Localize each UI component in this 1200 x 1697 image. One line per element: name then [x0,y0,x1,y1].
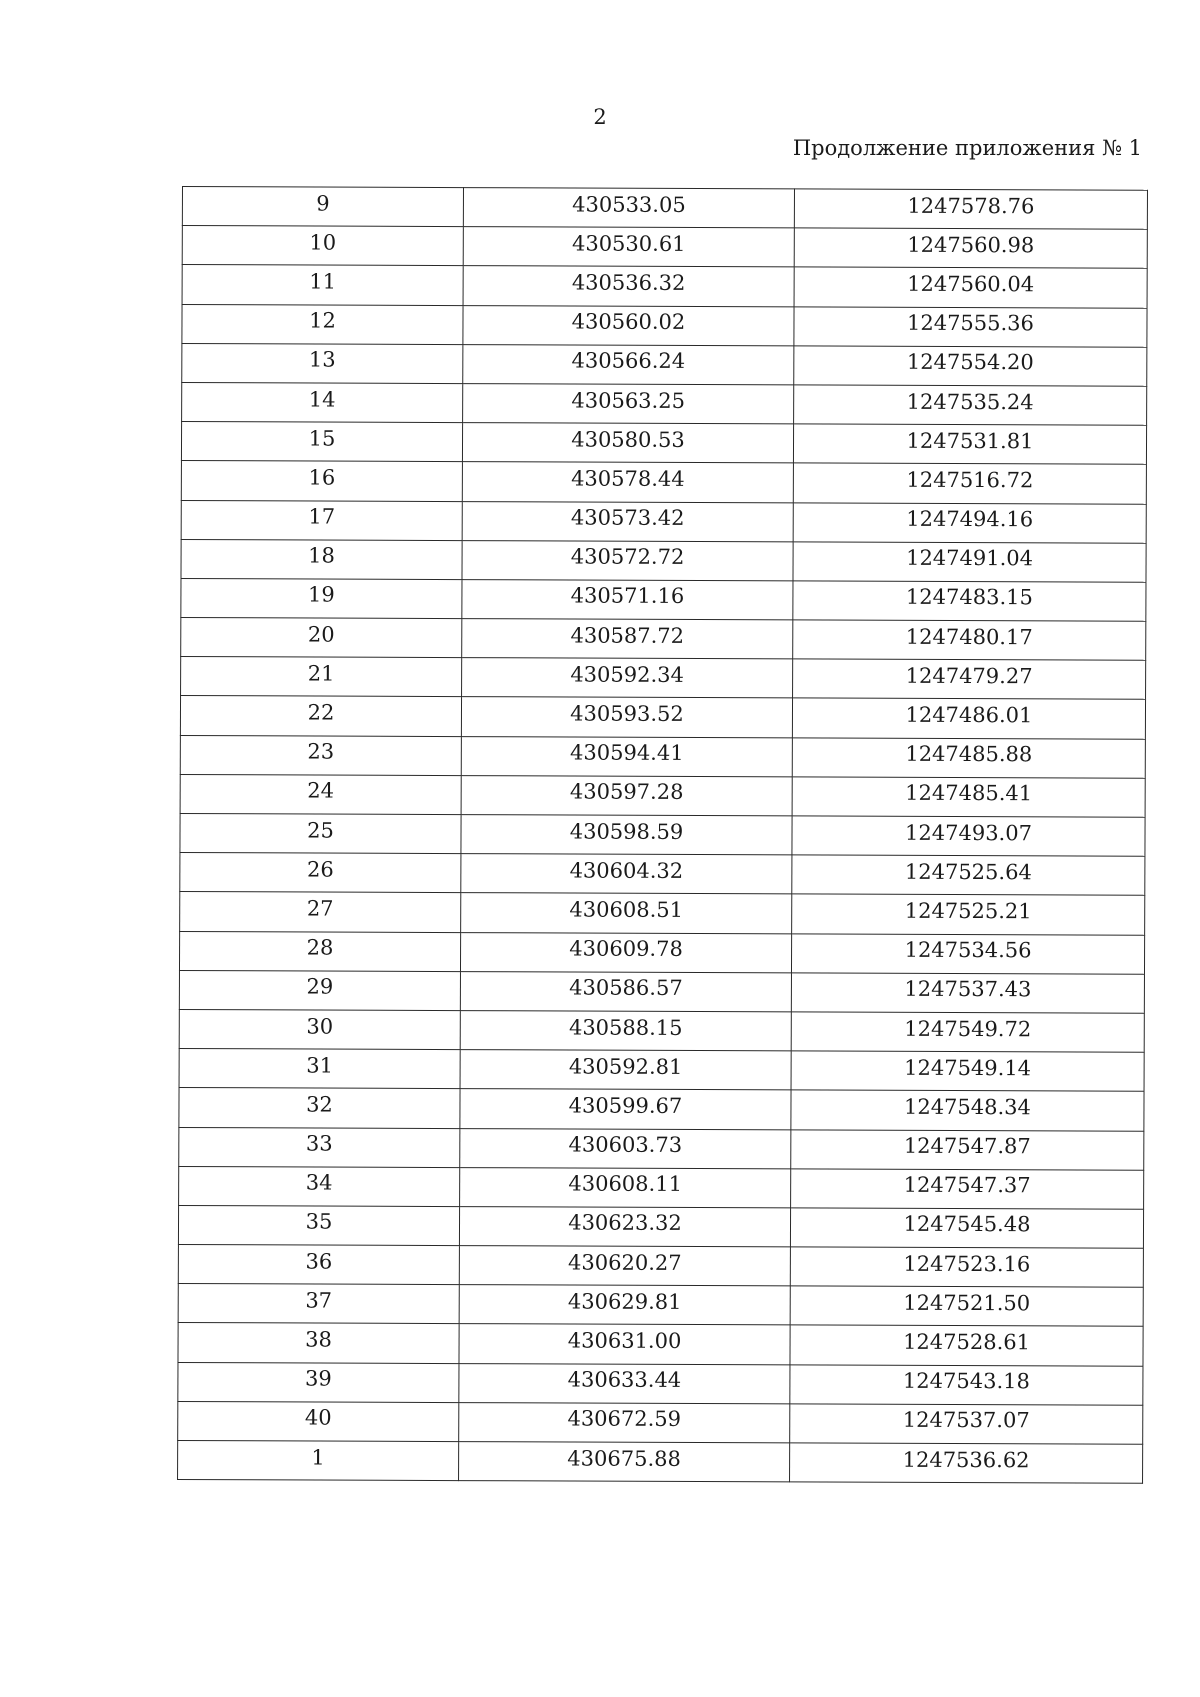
y-coordinate-value: 1247547.37 [903,1173,1031,1198]
table-row [180,853,1145,896]
table-row [179,970,1144,1013]
y-coordinate-value: 1247543.18 [902,1368,1030,1394]
y-coordinate-cell [790,1208,1143,1249]
y-coordinate-cell [791,973,1144,1014]
point-number-cell [178,1440,459,1480]
x-coordinate-value: 430530.61 [571,231,686,256]
y-coordinate-value: 1247534.56 [904,937,1032,963]
point-number-cell [180,813,461,853]
x-coordinate-value: 430588.15 [568,1015,683,1040]
y-coordinate-cell [792,777,1145,818]
y-coordinate-cell [793,659,1146,700]
x-coordinate-cell [460,971,791,1011]
table-row [181,578,1146,621]
y-coordinate-cell [792,855,1145,896]
point-number-value: 31 [306,1053,334,1078]
x-coordinate-value: 430604.32 [569,858,684,883]
table-row [182,382,1147,425]
table-row [178,1323,1143,1366]
y-coordinate-value: 1247560.98 [907,232,1035,258]
x-coordinate-cell [462,579,793,619]
table-row [181,422,1146,465]
table-row [180,735,1145,778]
point-number-value: 12 [309,308,336,333]
point-number-value: 10 [309,230,337,255]
y-coordinate-value: 1247537.07 [902,1408,1030,1433]
x-coordinate-cell [459,1246,790,1286]
point-number-cell [178,1245,459,1285]
x-coordinate-cell [461,775,792,815]
point-number-value: 11 [309,269,337,294]
x-coordinate-cell [463,266,794,306]
table-row [182,343,1147,386]
y-coordinate-cell [792,894,1145,935]
y-coordinate-value: 1247528.61 [903,1329,1031,1355]
y-coordinate-value: 1247547.87 [903,1133,1031,1159]
x-coordinate-value: 430560.02 [571,309,686,335]
x-coordinate-value: 430633.44 [567,1367,682,1393]
table-row [180,892,1145,935]
y-coordinate-value: 1247485.88 [905,742,1033,767]
y-coordinate-value: 1247525.21 [904,898,1032,924]
table-row [181,500,1146,543]
y-coordinate-cell [791,1169,1144,1210]
coordinates-table [177,186,1148,1484]
x-coordinate-cell [459,1402,790,1442]
x-coordinate-value: 430629.81 [567,1289,682,1314]
point-number-cell [178,1401,459,1441]
table-row [181,539,1146,582]
y-coordinate-value: 1247525.64 [904,859,1032,885]
point-number-cell [179,1009,460,1049]
y-coordinate-cell [793,542,1146,583]
point-number-value: 14 [308,387,336,412]
point-number-value: 37 [305,1288,333,1313]
point-number-cell [180,774,461,814]
point-number-cell [181,500,462,540]
x-coordinate-value: 430587.72 [570,623,685,648]
y-coordinate-cell [791,1090,1144,1131]
point-number-cell [181,422,462,462]
point-number-cell [181,578,462,618]
point-number-value: 21 [307,661,335,686]
table-row [181,657,1146,700]
x-coordinate-cell [462,501,793,541]
table-row [182,187,1147,230]
point-number-cell [178,1362,459,1402]
x-coordinate-cell [463,305,794,345]
table-row [179,1049,1144,1092]
point-number-value: 22 [307,700,335,725]
y-coordinate-cell [790,1364,1143,1405]
table-row [178,1284,1143,1327]
y-coordinate-value: 1247554.20 [906,350,1034,375]
table-row [179,1127,1144,1170]
y-coordinate-value: 1247480.17 [905,624,1033,649]
y-coordinate-value: 1247555.36 [906,310,1034,336]
point-number-value: 19 [308,582,335,608]
x-coordinate-cell [460,1128,791,1168]
y-coordinate-cell [794,306,1147,347]
y-coordinate-value: 1247485.41 [905,781,1033,806]
x-coordinate-cell [459,1363,790,1403]
y-coordinate-cell [793,581,1146,622]
point-number-value: 30 [306,1014,334,1039]
y-coordinate-value: 1247491.04 [906,546,1034,571]
x-coordinate-cell [460,1011,791,1051]
point-number-value: 39 [305,1366,332,1391]
point-number-cell [182,382,463,422]
y-coordinate-value: 1247537.43 [904,977,1032,1002]
y-coordinate-cell [791,1129,1144,1170]
x-coordinate-cell [460,1050,791,1090]
point-number-value: 24 [307,778,335,803]
point-number-value: 18 [308,543,335,568]
y-coordinate-cell [791,1051,1144,1092]
point-number-cell [178,1284,459,1324]
x-coordinate-cell [460,932,791,972]
coordinates-table-body [178,187,1148,1484]
x-coordinate-cell [459,1442,790,1482]
table-row [182,304,1147,347]
point-number-value: 38 [305,1327,332,1352]
page-number: 2 [593,105,607,129]
y-coordinate-value: 1247521.50 [903,1290,1031,1316]
table-row [181,618,1146,661]
x-coordinate-cell [462,658,793,698]
y-coordinate-value: 1247494.16 [906,506,1034,532]
point-number-cell [182,265,463,305]
x-coordinate-value: 430608.51 [569,897,684,922]
y-coordinate-cell [794,267,1147,308]
y-coordinate-cell [793,620,1146,661]
point-number-value: 13 [308,347,336,372]
y-coordinate-value: 1247493.07 [905,820,1033,845]
x-coordinate-cell [459,1206,790,1246]
x-coordinate-cell [461,854,792,894]
table-row [182,265,1147,308]
point-number-cell [178,1323,459,1363]
point-number-cell [182,226,463,266]
table-row [179,931,1144,974]
table-row [178,1401,1143,1444]
y-coordinate-cell [790,1286,1143,1327]
table-row [179,1088,1144,1131]
x-coordinate-value: 430672.59 [567,1406,682,1432]
y-coordinate-cell [793,463,1146,504]
x-coordinate-cell [461,736,792,776]
point-number-cell [181,539,462,579]
x-coordinate-cell [462,619,793,659]
table-row [179,1166,1144,1209]
x-coordinate-value: 430598.59 [569,819,684,844]
y-coordinate-value: 1247479.27 [905,663,1033,689]
point-number-cell [181,461,462,501]
table-row [179,1009,1144,1052]
y-coordinate-value: 1247578.76 [907,193,1035,218]
y-coordinate-cell [794,346,1147,387]
y-coordinate-value: 1247536.62 [902,1447,1030,1472]
table-row [180,774,1145,817]
point-number-value: 36 [305,1249,333,1274]
x-coordinate-value: 430566.24 [571,348,686,374]
point-number-value: 40 [304,1405,332,1430]
y-coordinate-value: 1247486.01 [905,702,1033,728]
point-number-value: 33 [305,1131,333,1156]
point-number-value: 23 [307,739,335,764]
point-number-cell [180,696,461,736]
y-coordinate-cell [794,189,1147,230]
y-coordinate-cell [790,1247,1143,1288]
y-coordinate-value: 1247516.72 [906,467,1034,493]
y-coordinate-cell [793,424,1146,465]
x-coordinate-cell [461,697,792,737]
table-row [178,1245,1143,1288]
x-coordinate-cell [463,344,794,384]
point-number-value: 9 [316,191,330,216]
point-number-value: 15 [308,426,336,451]
x-coordinate-value: 430594.41 [569,740,684,766]
x-coordinate-value: 430572.72 [570,544,685,570]
y-coordinate-cell [790,1443,1143,1484]
x-coordinate-cell [462,423,793,463]
point-number-cell [179,970,460,1010]
x-coordinate-value: 430578.44 [571,466,685,491]
point-number-value: 20 [307,622,335,647]
table-row [180,696,1145,739]
x-coordinate-value: 430533.05 [572,192,686,217]
point-number-cell [180,853,461,893]
point-number-cell [181,618,462,658]
y-coordinate-value: 1247523.16 [903,1251,1031,1276]
y-coordinate-cell [791,933,1144,974]
y-coordinate-value: 1247531.81 [906,428,1034,453]
point-number-value: 28 [306,935,334,960]
continuation-title: Продолжение приложения № 1 [792,136,1142,160]
x-coordinate-cell [463,227,794,267]
y-coordinate-value: 1247549.72 [904,1016,1032,1041]
point-number-cell [179,1049,460,1089]
y-coordinate-cell [792,698,1145,739]
x-coordinate-value: 430608.11 [568,1171,682,1197]
x-coordinate-value: 430593.52 [570,701,684,726]
x-coordinate-cell [462,462,793,502]
point-number-cell [182,187,463,227]
x-coordinate-value: 430599.67 [568,1093,683,1118]
point-number-cell [178,1205,459,1245]
point-number-value: 32 [306,1092,333,1117]
point-number-cell [179,1127,460,1167]
y-coordinate-cell [793,502,1146,543]
point-number-value: 17 [308,504,336,529]
x-coordinate-value: 430573.42 [570,505,685,531]
point-number-cell [180,735,461,775]
x-coordinate-value: 430592.34 [570,662,684,687]
y-coordinate-cell [794,385,1147,426]
y-coordinate-cell [794,228,1147,269]
table-row [180,813,1145,856]
y-coordinate-cell [790,1404,1143,1445]
table-row [178,1205,1143,1248]
point-number-cell [181,657,462,697]
y-coordinate-value: 1247560.04 [907,271,1035,297]
y-coordinate-cell [792,737,1145,778]
x-coordinate-value: 430536.32 [571,270,686,295]
point-number-cell [182,304,463,344]
x-coordinate-cell [459,1285,790,1325]
y-coordinate-value: 1247483.15 [905,585,1033,610]
x-coordinate-cell [460,1167,791,1207]
x-coordinate-cell [463,188,794,228]
x-coordinate-value: 430580.53 [571,427,685,452]
y-coordinate-cell [791,1012,1144,1053]
y-coordinate-value: 1247548.34 [903,1094,1031,1120]
x-coordinate-cell [461,893,792,933]
x-coordinate-cell [461,815,792,855]
y-coordinate-value: 1247549.14 [904,1055,1032,1080]
x-coordinate-cell [463,384,794,424]
x-coordinate-value: 430603.73 [568,1132,683,1158]
x-coordinate-cell [460,1089,791,1129]
y-coordinate-cell [792,816,1145,857]
point-number-cell [182,343,463,383]
table-row [178,1362,1143,1405]
table-row [182,226,1147,269]
point-number-value: 34 [305,1170,333,1195]
point-number-cell [179,1166,460,1206]
point-number-value: 35 [305,1209,333,1235]
point-number-value: 25 [307,818,334,843]
x-coordinate-cell [462,540,793,580]
x-coordinate-value: 430631.00 [567,1328,682,1353]
x-coordinate-value: 430597.28 [569,779,684,805]
point-number-value: 16 [308,465,336,490]
point-number-cell [179,931,460,971]
x-coordinate-value: 430609.78 [569,936,683,962]
table-row [178,1440,1143,1483]
point-number-value: 29 [306,974,334,999]
y-coordinate-value: 1247535.24 [906,389,1034,414]
x-coordinate-value: 430563.25 [571,388,686,413]
table-row [181,461,1146,504]
point-number-value: 26 [306,857,334,882]
point-number-value: 27 [306,896,334,921]
y-coordinate-cell [790,1325,1143,1366]
x-coordinate-value: 430592.81 [568,1054,683,1079]
x-coordinate-cell [459,1324,790,1364]
x-coordinate-value: 430675.88 [567,1446,681,1471]
point-number-value: 1 [311,1445,325,1470]
point-number-cell [179,1088,460,1128]
x-coordinate-value: 430620.27 [568,1250,682,1275]
y-coordinate-value: 1247545.48 [903,1212,1031,1237]
x-coordinate-value: 430571.16 [570,583,685,609]
x-coordinate-value: 430623.32 [568,1210,682,1236]
point-number-cell [180,892,461,932]
x-coordinate-value: 430586.57 [569,975,683,1001]
